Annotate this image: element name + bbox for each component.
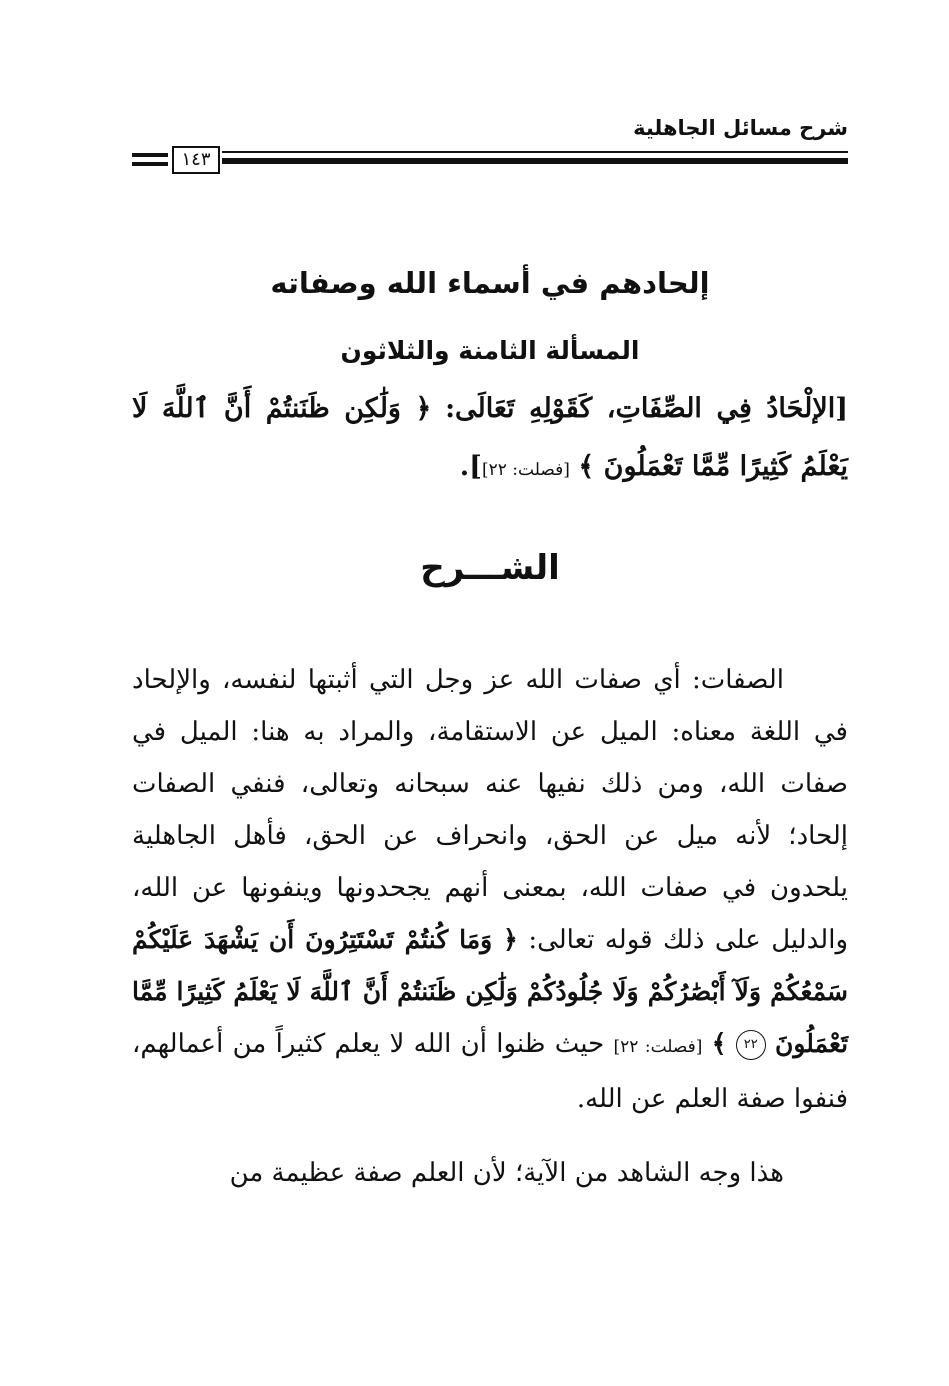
header-rule-thin bbox=[222, 151, 848, 153]
verse-number-marker: ٢٢ bbox=[736, 1030, 766, 1060]
masala-heading: المسألة الثامنة والثلاثون bbox=[340, 336, 640, 365]
quran-verse: ﴿ وَمَا كُنتُمْ تَسْتَتِرُونَ أَن يَشْهَدَ عَلَيْكُمْ سَمْعُكُمْ وَلَآ أَبْصَٰرُكُمْ وَلَا جُلُودُكُمْ وَلَٰكِن ظَنَنتُمْ أَنَّ ٱللَّهَ لَا يَعْلَمُ كَثِيرًا مِّمَّا تَعْمَلُونَ bbox=[132, 925, 849, 1058]
page-header bbox=[132, 112, 848, 172]
verse-citation: [فصلت: ٢٢] bbox=[613, 1037, 703, 1057]
matn-quran-verse: ﴿ وَلَٰكِن ظَنَنتُمْ أَنَّ ٱللَّهَ لَا يَعْلَمُ كَثِيرًا مِّمَّا تَعْمَلُونَ ﴾ bbox=[132, 393, 848, 482]
chapter-heading: إلحادهم في أسماء الله وصفاته bbox=[270, 266, 710, 300]
header-rule-left-bottom bbox=[132, 162, 168, 166]
book-title: شرح مسائل الجاهلية bbox=[633, 116, 848, 140]
paragraph-1 bbox=[132, 654, 848, 1125]
matn-statement: [الإلْحَادُ فِي الصِّفَاتِ، كَقَوْلِهِ تَعَالَى: bbox=[445, 393, 848, 424]
matn-text bbox=[132, 380, 848, 499]
header-rule-thick bbox=[222, 158, 848, 164]
quran-verse-close: ﴾ bbox=[711, 1029, 727, 1058]
paragraph-2: هذا وجه الشاهد من الآية؛ لأن العلم صفة عظيمة من bbox=[229, 1158, 784, 1188]
matn-closing: ]. bbox=[459, 451, 482, 482]
page-number: ١٤٣ bbox=[172, 146, 220, 174]
paragraph-1-continuation: حيث ظنوا أن الله لا يعلم كثيراً من أعمالهم، فنفوا صفة العلم عن الله. bbox=[132, 1029, 848, 1114]
matn-citation: [فصلت: ٢٢] bbox=[481, 460, 570, 480]
paragraph-1-text: الصفات: أي صفات الله عز وجل التي أثبتها لنفسه، والإلحاد في اللغة معناه: الميل عن الاستقامة، والمراد به هنا: الميل في صفات الله، ومن ذلك نفيها عنه سبحانه وتعالى، فنفي الصفات إلحاد؛ لأنه ميل عن الحق، وانحراف عن الحق، فأهل الجاهلية يلحدون في صفات الله، بمعنى أنهم يجحدونها وينفونها عن الله، والدليل على ذلك قوله تعالى: bbox=[132, 665, 849, 955]
sharh-body bbox=[132, 654, 848, 1199]
header-rule-left-top bbox=[132, 153, 168, 157]
sharh-title: الشـــرح bbox=[420, 548, 560, 588]
